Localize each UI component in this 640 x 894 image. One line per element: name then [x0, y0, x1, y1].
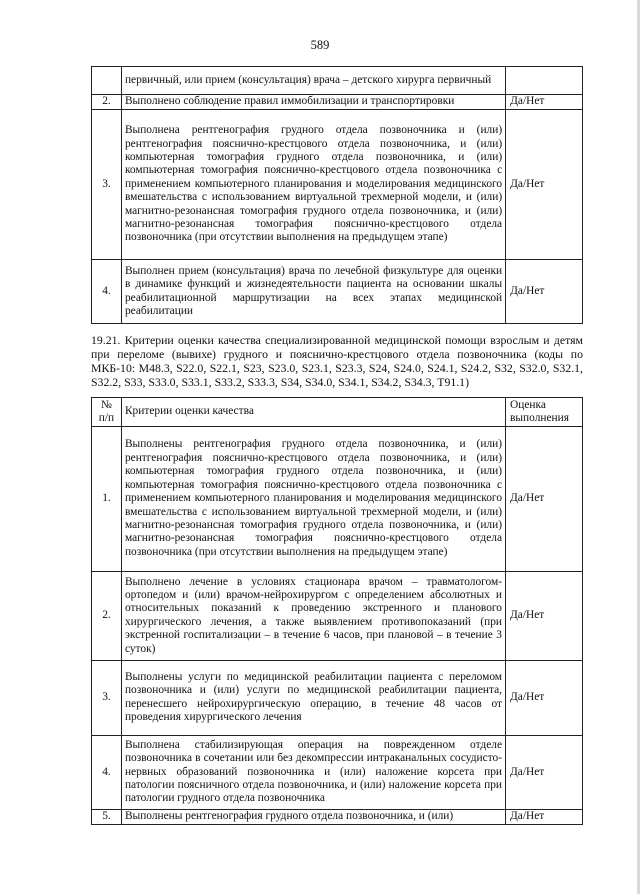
table-row [92, 735, 583, 809]
header-number: № п/п [92, 398, 122, 427]
rating-value: Да/Нет [506, 809, 583, 824]
table-row [92, 571, 583, 660]
section-heading: 19.21. Критерии оценки качества специализированной медицинской помощи взрослым и детям при переломе (вывихе) грудного и пояснично-крестцового отдела позвоночника (коды по МКБ-10: M48.3, S22.0, S22.1, S23, S23.0, S23.1, S23.3, S24, S24.0, S24.1, S24.2, S32, S32.0, S32.1, S32.2, S33, S33.0, S33.1, S33.2, S33.3, S34, S34.0, S34.1, S34.2, S34.3, T91.1) [91, 333, 583, 389]
table-row [92, 809, 583, 824]
table-row [92, 110, 583, 260]
criteria-table [91, 397, 583, 825]
rating-value [506, 67, 583, 95]
table-row [92, 67, 583, 95]
rating-value: Да/Нет [506, 260, 583, 324]
criteria-text: Выполнен прием (консультация) врача по лечебной физкультуре для оценки в динамике функций и жизнедеятельности пациента на основании шкалы реабилитационной маршрутизации на всех этапах медицинской реабилитации [121, 260, 505, 324]
table-header-row [92, 398, 583, 427]
row-number: 4. [92, 260, 122, 324]
row-number: 4. [92, 735, 122, 809]
rating-value: Да/Нет [506, 95, 583, 110]
criteria-text: первичный, или прием (консультация) врача – детского хирурга первичный [121, 67, 505, 95]
criteria-text: Выполнено соблюдение правил иммобилизации и транспортировки [121, 95, 505, 110]
table-row [92, 260, 583, 324]
header-rating: Оценка выполнения [506, 398, 583, 427]
row-number: 2. [92, 571, 122, 660]
row-number: 3. [92, 660, 122, 735]
page-number: 589 [310, 38, 330, 52]
rating-value: Да/Нет [506, 571, 583, 660]
criteria-text: Выполнены услуги по медицинской реабилитации пациента с переломом позвоночника и (или) услуги по медицинской реабилитации пациента, перенесшего нейрохирургическую операцию, в течение 48 часов от проведения хирургического лечения [121, 660, 505, 735]
criteria-text: Выполнены рентгенография грудного отдела позвоночника, и (или) [121, 809, 505, 824]
rating-value: Да/Нет [506, 660, 583, 735]
table-row [92, 660, 583, 735]
criteria-text: Выполнена стабилизирующая операция на поврежденном отделе позвоночника в сочетании или без декомпрессии интраканальных сосудисто-нервных образований позвоночника и (или) наложение корсета при патологии поясничного отдела позвоночника, и (или) наложение корсета при патологии грудного отдела позвоночника [121, 735, 505, 809]
row-number: 3. [92, 110, 122, 260]
criteria-text: Выполнена рентгенография грудного отдела позвоночника и (или) рентгенография пояснично-крестцового отдела позвоночника, и (или) компьютерная томография грудного отдела позвоночника, и (или) компьютерная томография пояснично-крестцового отдела позвоночника с применением компьютерного планирования и моделирования медицинского вмешательства с использованием виртуальной трехмерной модели, и (или) магнитно-резонансная томография грудного отдела позвоночника, и (или) магнитно-резонансная томография пояснично-крестцового отдела позвоночника (при отсутствии выполнения на предыдущем этапе) [121, 110, 505, 260]
criteria-text: Выполнено лечение в условиях стационара врачом – травматологом-ортопедом и (или) врачом-нейрохирургом с определением абсолютных и относительных показаний к проведению экстренного и планового хирургического лечения, а также выявлением противопоказаний (при экстренной госпитализации – в течение 6 часов, при плановой – в течение 3 суток) [121, 571, 505, 660]
row-number: 1. [92, 426, 122, 571]
table-row [92, 95, 583, 110]
rating-value: Да/Нет [506, 426, 583, 571]
criteria-text: Выполнены рентгенография грудного отдела позвоночника, и (или) рентгенография пояснично-крестцового отдела позвоночника, и (или) компьютерная томография грудного отдела позвоночника, и (или) компьютерная томография пояснично-крестцового отдела позвоночника с применением компьютерного планирования и моделирования медицинского вмешательства с использованием виртуальной трехмерной модели, и (или) магнитно-резонансная томография грудного отдела позвоночника, и (или) магнитно-резонансная томография пояснично-крестцового отдела позвоночника (при отсутствии выполнения на предыдущем этапе) [121, 426, 505, 571]
row-number [92, 67, 122, 95]
row-number: 5. [92, 809, 122, 824]
rating-value: Да/Нет [506, 110, 583, 260]
table-row [92, 426, 583, 571]
rating-value: Да/Нет [506, 735, 583, 809]
criteria-table-continued [91, 66, 583, 324]
header-criteria: Критерии оценки качества [121, 398, 505, 427]
row-number: 2. [92, 95, 122, 110]
